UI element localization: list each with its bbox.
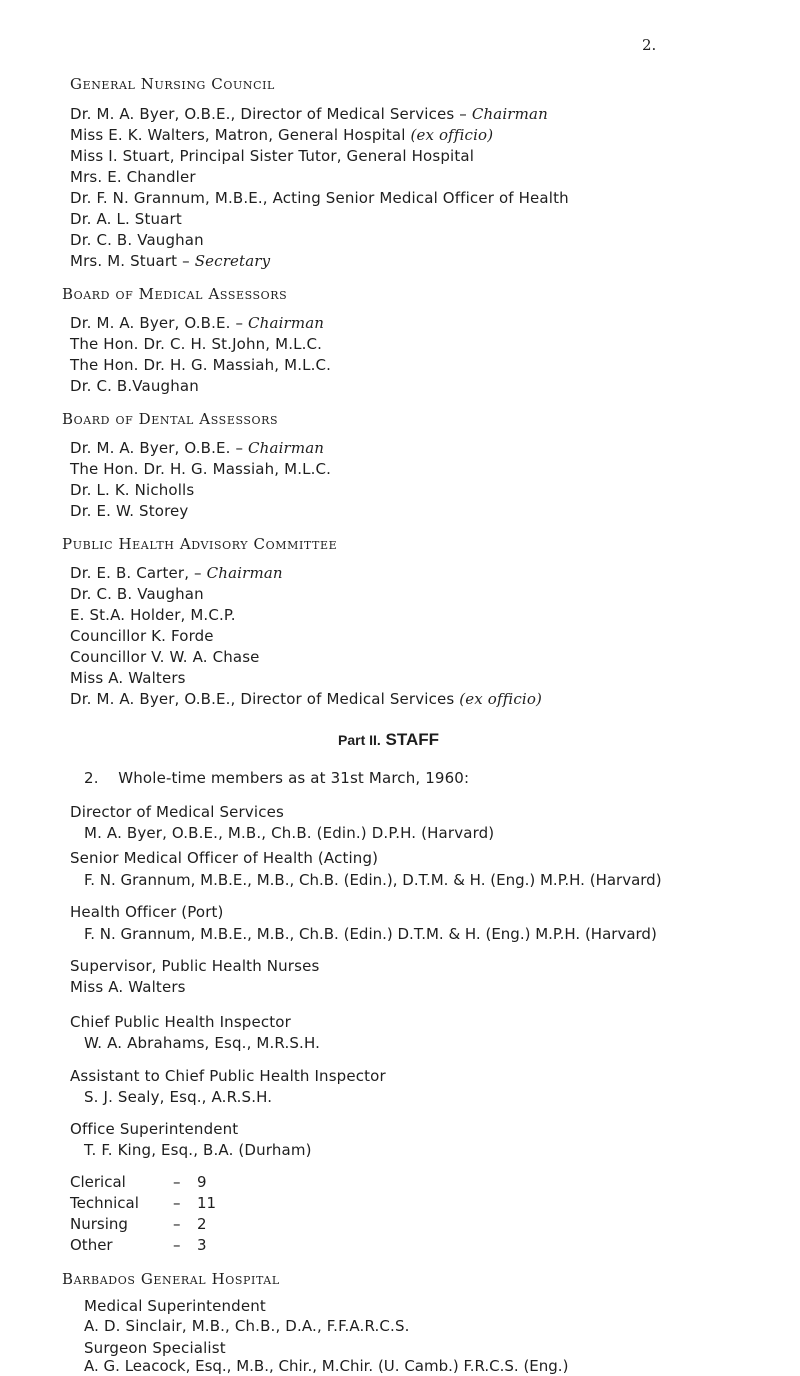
- post-holder: F. N. Grannum, M.B.E., M.B., Ch.B. (Edin.) D.T.M. & H. (Eng.) M.P.H. (Harvard): [84, 925, 657, 943]
- member-role: Chairman: [248, 314, 325, 332]
- member-role: Chairman: [206, 564, 283, 582]
- member-line: Dr. E. W. Storey: [70, 502, 189, 520]
- member-line: Dr. A. L. Stuart: [70, 210, 182, 228]
- post-title: Health Officer (Port): [70, 903, 224, 921]
- post-title: Medical Superintendent: [84, 1297, 266, 1315]
- post-title: Supervisor, Public Health Nurses: [70, 957, 320, 975]
- section-heading-public-health-advisory-committee: Public Health Advisory Committee: [62, 535, 338, 553]
- post-title: Office Superintendent: [70, 1120, 239, 1138]
- member-line: E. St.A. Holder, M.C.P.: [70, 606, 236, 624]
- member-role: Secretary: [194, 252, 271, 270]
- member-line: Dr. M. A. Byer, O.B.E. – Chairman: [70, 439, 325, 457]
- staff-intro: 2. Whole-time members as at 31st March, 1960:: [84, 769, 470, 787]
- member-line: Dr. C. B.Vaughan: [70, 377, 199, 395]
- part-title: Part II. STAFF: [338, 730, 440, 749]
- post-holder: A. G. Leacock, Esq., M.B., Chir., M.Chir. (U. Camb.) F.R.C.S. (Eng.): [84, 1357, 569, 1375]
- member-role: Chairman: [471, 105, 548, 123]
- section-heading-board-of-dental-assessors: Board of Dental Assessors: [62, 410, 279, 428]
- section-heading-board-of-medical-assessors: Board of Medical Assessors: [62, 285, 288, 303]
- member-role: Chairman: [248, 439, 325, 457]
- post-holder: S. J. Sealy, Esq., A.R.S.H.: [84, 1088, 273, 1106]
- post-holder: Miss A. Walters: [70, 978, 186, 996]
- member-line: Councillor K. Forde: [70, 627, 214, 645]
- member-line: Mrs. E. Chandler: [70, 168, 196, 186]
- member-line: Councillor V. W. A. Chase: [70, 648, 260, 666]
- member-line: Dr. M. A. Byer, O.B.E., Director of Medical Services – Chairman: [70, 105, 548, 123]
- post-holder: F. N. Grannum, M.B.E., M.B., Ch.B. (Edin.), D.T.M. & H. (Eng.) M.P.H. (Harvard): [84, 871, 662, 889]
- section-heading-barbados-general-hospital: Barbados General Hospital: [62, 1270, 280, 1288]
- member-line: Miss E. K. Walters, Matron, General Hospital (ex officio): [70, 126, 494, 144]
- member-line: Dr. C. B. Vaughan: [70, 231, 204, 249]
- member-line: Dr. M. A. Byer, O.B.E., Director of Medical Services (ex officio): [70, 690, 543, 708]
- member-line: The Hon. Dr. H. G. Massiah, M.L.C.: [70, 356, 332, 374]
- member-line: The Hon. Dr. C. H. St.John, M.L.C.: [70, 335, 323, 353]
- member-line: Miss I. Stuart, Principal Sister Tutor, General Hospital: [70, 147, 475, 165]
- member-line: Mrs. M. Stuart – Secretary: [70, 252, 271, 270]
- member-line: Dr. E. B. Carter, – Chairman: [70, 564, 283, 582]
- section-heading-general-nursing-council: General Nursing Council: [70, 75, 275, 93]
- post-holder: M. A. Byer, O.B.E., M.B., Ch.B. (Edin.) D.P.H. (Harvard): [84, 824, 495, 842]
- member-role: (ex officio): [459, 690, 543, 708]
- member-line: Miss A. Walters: [70, 669, 186, 687]
- post-title: Assistant to Chief Public Health Inspector: [70, 1067, 386, 1085]
- post-title: Chief Public Health Inspector: [70, 1013, 291, 1031]
- post-holder: T. F. King, Esq., B.A. (Durham): [84, 1141, 312, 1159]
- member-line: The Hon. Dr. H. G. Massiah, M.L.C.: [70, 460, 332, 478]
- page-number: 2.: [642, 36, 657, 54]
- member-line: Dr. C. B. Vaughan: [70, 585, 204, 603]
- member-role: (ex officio): [410, 126, 494, 144]
- post-holder: A. D. Sinclair, M.B., Ch.B., D.A., F.F.A.R.C.S.: [84, 1317, 410, 1335]
- member-line: Dr. M. A. Byer, O.B.E. – Chairman: [70, 314, 325, 332]
- member-line: Dr. F. N. Grannum, M.B.E., Acting Senior Medical Officer of Health: [70, 189, 569, 207]
- post-holder: W. A. Abrahams, Esq., M.R.S.H.: [84, 1034, 321, 1052]
- post-title: Senior Medical Officer of Health (Acting): [70, 849, 379, 867]
- post-title: Surgeon Specialist: [84, 1339, 226, 1357]
- post-title: Director of Medical Services: [70, 803, 284, 821]
- member-line: Dr. L. K. Nicholls: [70, 481, 195, 499]
